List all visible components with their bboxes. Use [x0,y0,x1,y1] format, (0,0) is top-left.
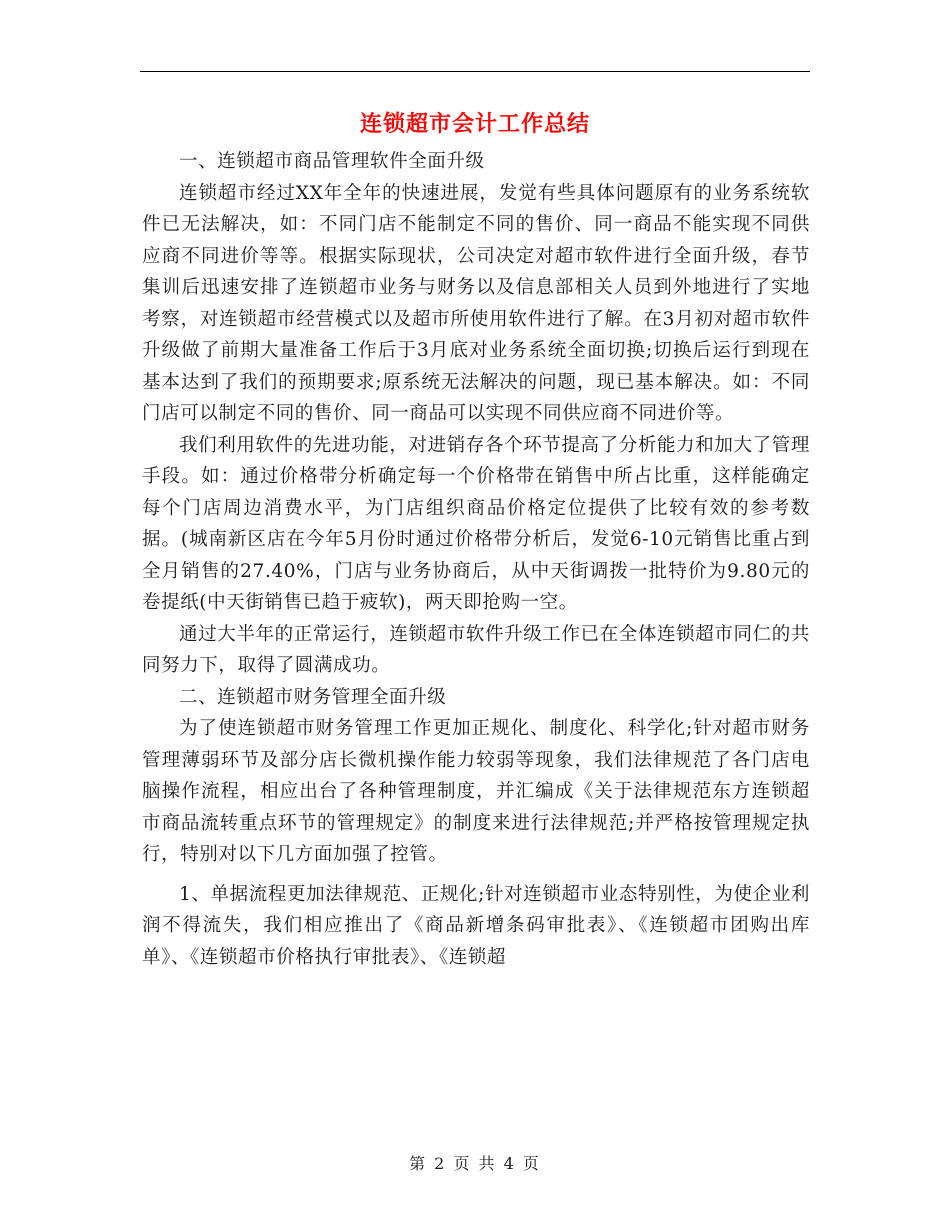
paragraph-2: 我们利用软件的先进功能，对进销存各个环节提高了分析能力和加大了管理手段。如：通过价格带分析确定每一个价格带在销售中所占比重，这样能确定每个门店周边消费水平，为门店组织商品价格定位提供了比较有效的参考数据。(城南新区店在今年5月份时通过价格带分析后，发觉6-10元销售比重占到全月销售的27.40%，门店与业务协商后，从中天街调拨一批特价为9.80元的卷提纸(中天街销售已趋于疲软)，两天即抢购一空。 [142,434,810,613]
paragraph-4: 为了使连锁超市财务管理工作更加正规化、制度化、科学化;针对超市财务管理薄弱环节及部分店长微机操作能力较弱等现象，我们法律规范了各门店电脑操作流程，相应出台了各种管理制度，并汇编成《关于法律规范东方连锁超市商品流转重点环节的管理规定》的制度来进行法律规范;并严格按管理规定执行，特别对以下几方面加强了控管。 [142,718,810,865]
page-number: 第 2 页 共 4 页 [409,1154,541,1173]
paragraph-1: 连锁超市经过XX年全年的快速进展，发觉有些具体问题原有的业务系统软件已无法解决，如：不同门店不能制定不同的售价、同一商品不能实现不同供应商不同进价等等。根据实际现状，公司决定对超市软件进行全面升级，春节集训后迅速安排了连锁超市业务与财务以及信息部相关人员到外地进行了实地考察，对连锁超市经营模式以及超市所使用软件进行了解。在3月初对超市软件升级做了前期大量准备工作后于3月底对业务系统全面切换;切换后运行到现在基本达到了我们的预期要求;原系统无法解决的问题，现已基本解决。如：不同门店可以制定不同的售价、同一商品可以实现不同供应商不同进价等。 [142,182,810,424]
document-title: 连锁超市会计工作总结 [359,112,590,137]
paragraph-3: 通过大半年的正常运行，连锁超市软件升级工作已在全体连锁超市同仁的共同努力下，取得了圆满成功。 [142,623,810,676]
document-body [142,146,810,973]
paragraph-5: 1、单据流程更加法律规范、正规化;针对连锁超市业态特别性，为使企业利润不得流失，我们相应推出了《商品新增条码审批表》、《连锁超市团购出库单》、《连锁超市价格执行审批表》、《连锁超 [142,883,810,968]
header-rule [140,71,810,72]
section-heading-1: 一、连锁超市商品管理软件全面升级 [179,151,485,172]
section-heading-2: 二、连锁超市财务管理全面升级 [179,686,447,708]
